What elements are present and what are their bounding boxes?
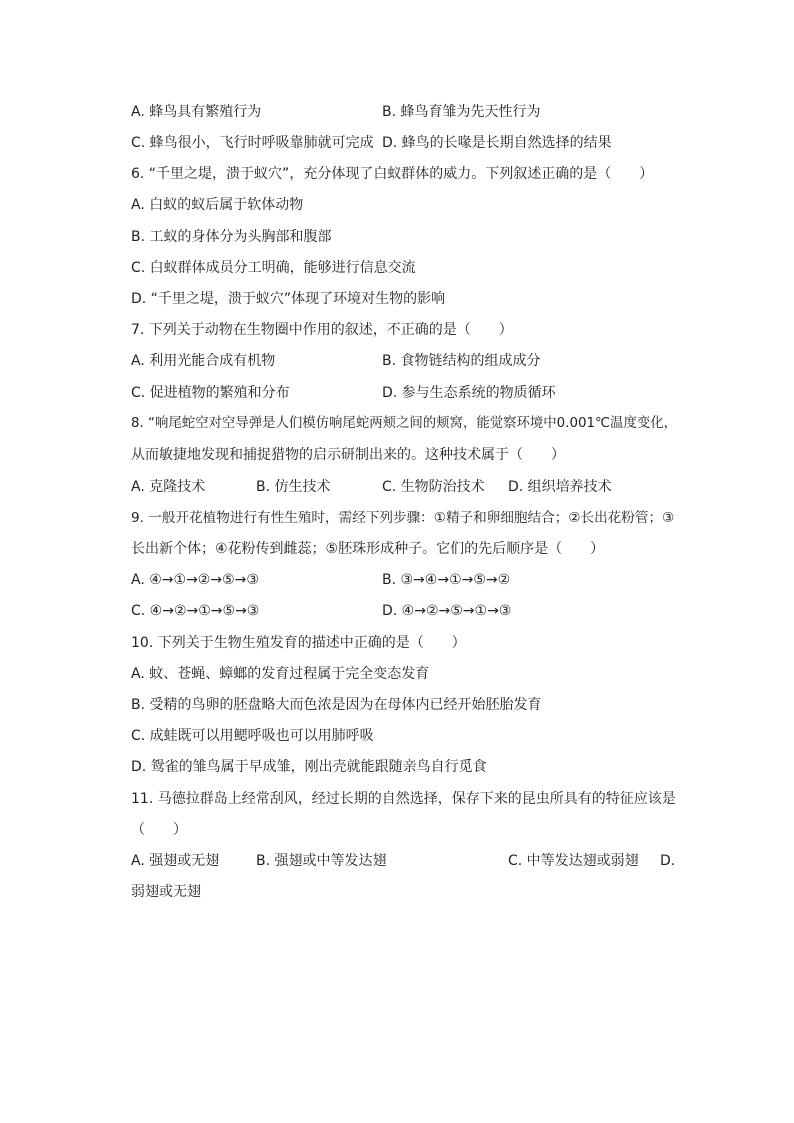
q10-option-b: B. 受精的鸟卵的胚盘略大而色浓是因为在母体内已经开始胚胎发育	[131, 697, 542, 713]
q6-option-d: D. “千里之堤，溃于蚁穴”体现了环境对生物的影响	[131, 291, 446, 307]
q6-option-c: C. 白蚁群体成员分工明确，能够进行信息交流	[131, 260, 416, 276]
q7-option-c: C. 促进植物的繁殖和分布	[131, 385, 290, 401]
q8-option-d: D. 组织培养技术	[508, 479, 612, 495]
q10-stem: 10. 下列关于生物生殖发育的描述中正确的是（ ）	[131, 635, 466, 651]
q11-stem-line-1: 11. 马德拉群岛上经常刮风，经过长期的自然选择，保存下来的昆虫所具有的特征应该是	[131, 791, 676, 807]
q11-option-b: B. 强翅或中等发达翅	[256, 853, 387, 869]
q11-option-c: C. 中等发达翅或弱翅	[508, 853, 639, 869]
q8-option-c: C. 生物防治技术	[382, 479, 485, 495]
q9-option-b: B. ③→④→①→⑤→②	[382, 572, 511, 588]
q8-option-b: B. 仿生技术	[256, 479, 331, 495]
q11-option-a: A. 强翅或无翅	[131, 853, 220, 869]
q5-option-a: A. 蜂鸟具有繁殖行为	[131, 104, 262, 120]
q8-option-a: A. 克隆技术	[131, 479, 206, 495]
q8-stem-line-2: 从而敏捷地发现和捕捉猎物的启示研制出来的。这种技术属于（ ）	[131, 447, 565, 463]
q5-option-c: C. 蜂鸟很小，飞行时呼吸靠肺就可完成	[131, 135, 374, 151]
q8-stem-line-1: 8. “响尾蛇空对空导弹是人们模仿响尾蛇两颊之间的颊窝，能觉察环境中0.001℃温度变化，	[131, 416, 678, 431]
q6-stem: 6. “千里之堤，溃于蚁穴”，充分体现了白蚁群体的威力。下列叙述正确的是（ ）	[131, 166, 654, 182]
q9-option-d: D. ④→②→⑤→①→③	[382, 603, 512, 619]
q7-option-b: B. 食物链结构的组成成分	[382, 353, 541, 369]
q5-option-b: B. 蜂鸟育雏为先天性行为	[382, 104, 541, 120]
q7-option-a: A. 利用光能合成有机物	[131, 353, 276, 369]
q6-option-a: A. 白蚁的蚁后属于软体动物	[131, 197, 304, 213]
q10-option-a: A. 蚊、苍蝇、蟑螂的发育过程属于完全变态发育	[131, 666, 430, 682]
q10-option-c: C. 成蛙既可以用鳃呼吸也可以用肺呼吸	[131, 728, 374, 744]
q9-stem-line-2: 长出新个体；④花粉传到雌蕊；⑤胚珠形成种子。它们的先后顺序是（ ）	[131, 541, 605, 557]
q11-option-d-text: 弱翅或无翅	[131, 884, 201, 900]
q11-stem-line-2: （ ）	[131, 822, 187, 838]
q9-option-a: A. ④→①→②→⑤→③	[131, 572, 259, 588]
q6-option-b: B. 工蚁的身体分为头胸部和腹部	[131, 229, 332, 245]
q7-option-d: D. 参与生态系统的物质循环	[382, 385, 556, 401]
q9-stem-line-1: 9. 一般开花植物进行有性生殖时，需经下列步骤：①精子和卵细胞结合；②长出花粉管；③	[131, 510, 675, 526]
q10-option-d: D. 鸳雀的雏鸟属于早成雏，刚出壳就能跟随亲鸟自行觅食	[131, 759, 487, 775]
q5-option-d: D. 蜂鸟的长喙是长期自然选择的结果	[382, 135, 612, 151]
q7-stem: 7. 下列关于动物在生物圈中作用的叙述，不正确的是（ ）	[131, 322, 513, 338]
q9-option-c: C. ④→②→①→⑤→③	[131, 603, 260, 619]
q11-option-d-label: D.	[660, 853, 676, 869]
